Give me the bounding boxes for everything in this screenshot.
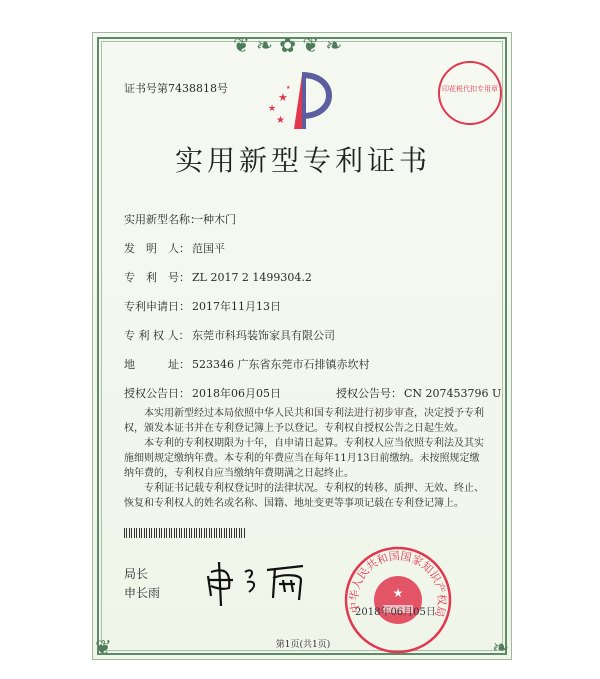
barcode xyxy=(124,528,246,538)
certificate-number: 证书号第7438818号 xyxy=(124,82,228,95)
paragraph: 本实用新型经过本局依照中华人民共和国专利法进行初步审查，决定授予专利权，颁发本证书并在专利登记簿上予以登记。专利权自授权公告之日起生效。 xyxy=(124,408,484,434)
field-grant-date: 授权公告日： 2018年06月05日 xyxy=(124,387,281,400)
corner-ornament-icon: ❦ xyxy=(95,635,112,659)
paragraph: 专利证书记载专利权登记时的法律状况。专利权的转移、质押、无效、终止、恢复和专利权人的姓名或名称、国籍、地址变更等事项记载在专利登记簿上。 xyxy=(124,483,484,509)
field-address: 地 址： 523346 广东省东莞市石排镇赤坎村 xyxy=(124,358,370,371)
svg-text:★: ★ xyxy=(286,85,291,91)
ornament-icon: ❦ ❧ ✿ ❦ ❧ xyxy=(233,33,343,57)
corner-ornament-icon: ❧ xyxy=(492,635,509,659)
field-grant-number: 授权公告号： CN 207453796 U xyxy=(336,387,502,400)
field-inventor: 发 明 人： 范国平 xyxy=(124,242,225,255)
field-patent-number: 专 利 号： ZL 2017 2 1499304.2 xyxy=(124,271,312,284)
paragraph: 本专利的专利权期限为十年，自申请日起算。专利权人应当依照专利法及其实施细则规定缴纳年费。本专利的年费应当在每年11月13日前缴纳。未按照规定缴纳年费的，专利权自应当缴纳年费期满之日起终止。 xyxy=(124,438,484,479)
page-indicator: 第1页(共1页) xyxy=(275,640,331,650)
official-name: 申长雨 xyxy=(124,586,161,600)
field-application-date: 专利申请日： 2017年11月13日 xyxy=(124,300,281,313)
svg-text:★: ★ xyxy=(392,586,404,600)
svg-text:★: ★ xyxy=(278,91,288,104)
svg-text:中华人民共和国国家知识产权局: 中华人民共和国国家知识产权局 xyxy=(347,549,449,619)
field-patentee: 专 利 权 人： 东莞市科玛装饰家具有限公司 xyxy=(124,329,335,342)
certificate-body-text xyxy=(124,406,486,511)
signature xyxy=(203,558,313,608)
official-title: 局长 xyxy=(124,567,149,581)
svg-text:印花税代扣专用章: 印花税代扣专用章 xyxy=(442,85,498,93)
svg-text:★: ★ xyxy=(268,104,277,114)
field-utility-model-name: 实用新型名称：一种木门 xyxy=(124,213,236,226)
tax-stamp xyxy=(436,59,504,127)
certificate-title: 实用新型专利证书 xyxy=(174,144,431,177)
seal-date: 2018年06月05日 xyxy=(355,607,436,618)
patent-office-logo-icon xyxy=(258,71,338,131)
patent-certificate xyxy=(92,32,512,660)
svg-text:★: ★ xyxy=(276,115,285,126)
